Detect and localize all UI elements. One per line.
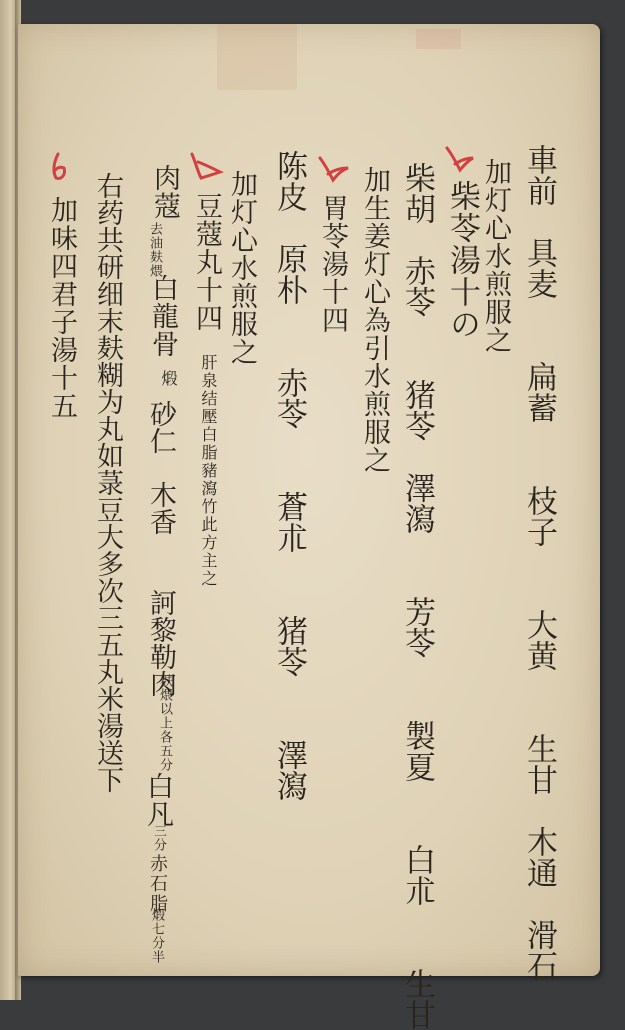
formula-title: 加味四君子湯十五 (46, 196, 77, 420)
red-tick-mark-icon (186, 150, 226, 184)
text-column: 白龍骨 (147, 274, 178, 358)
faded-seal-stain (217, 24, 297, 90)
text-column: 車前 具麦 扁蓄 枝子 大黄 生甘 木通 滑石 (521, 144, 557, 981)
text-column: 加生姜灯心為引水煎服之 (359, 166, 390, 474)
text-column: 白凡 (142, 772, 173, 828)
annotation-note: 三分 (151, 824, 166, 852)
annotation-note: 煅七分半 (149, 908, 164, 964)
annotation-note: 煅 (159, 370, 178, 388)
faded-red-stain (416, 29, 461, 49)
manuscript-page (18, 24, 600, 1030)
formula-title: 胃苓湯十四 (317, 194, 348, 334)
text-column: 加灯心水煎服之 (480, 158, 511, 354)
text-column: 赤石脂 (147, 854, 168, 914)
text-column: 柴胡 赤苓 猪苓 澤瀉 芳苓 製夏 白朮 生甘 (399, 162, 435, 1030)
formula-title: 豆蔻丸十四 (191, 192, 222, 332)
text-column: 右药共研细末麸糊为丸如菉豆大多次三五丸米湯送下 (92, 172, 123, 793)
text-column: 加灯心水煎服之 (226, 170, 257, 366)
annotation-note: 麸煨以上各五分 (157, 674, 172, 772)
text-column: 陈皮 原朴 赤苓 蒼朮 猪苓 澤瀉 (271, 150, 307, 801)
text-column: 砂仁 木香 訶黎勒肉 (145, 400, 176, 697)
red-tick-mark-icon (316, 152, 356, 186)
annotation-note: 去油麸煨 (147, 222, 162, 278)
annotation-note: 肝泉结壓白脂豬瀉竹此方主之 (199, 354, 218, 588)
formula-title: 柴苓湯十の (444, 180, 480, 340)
red-tick-mark-icon (443, 142, 483, 176)
red-tick-mark-icon (44, 150, 84, 184)
text-column: 肉蔻 (149, 164, 180, 220)
